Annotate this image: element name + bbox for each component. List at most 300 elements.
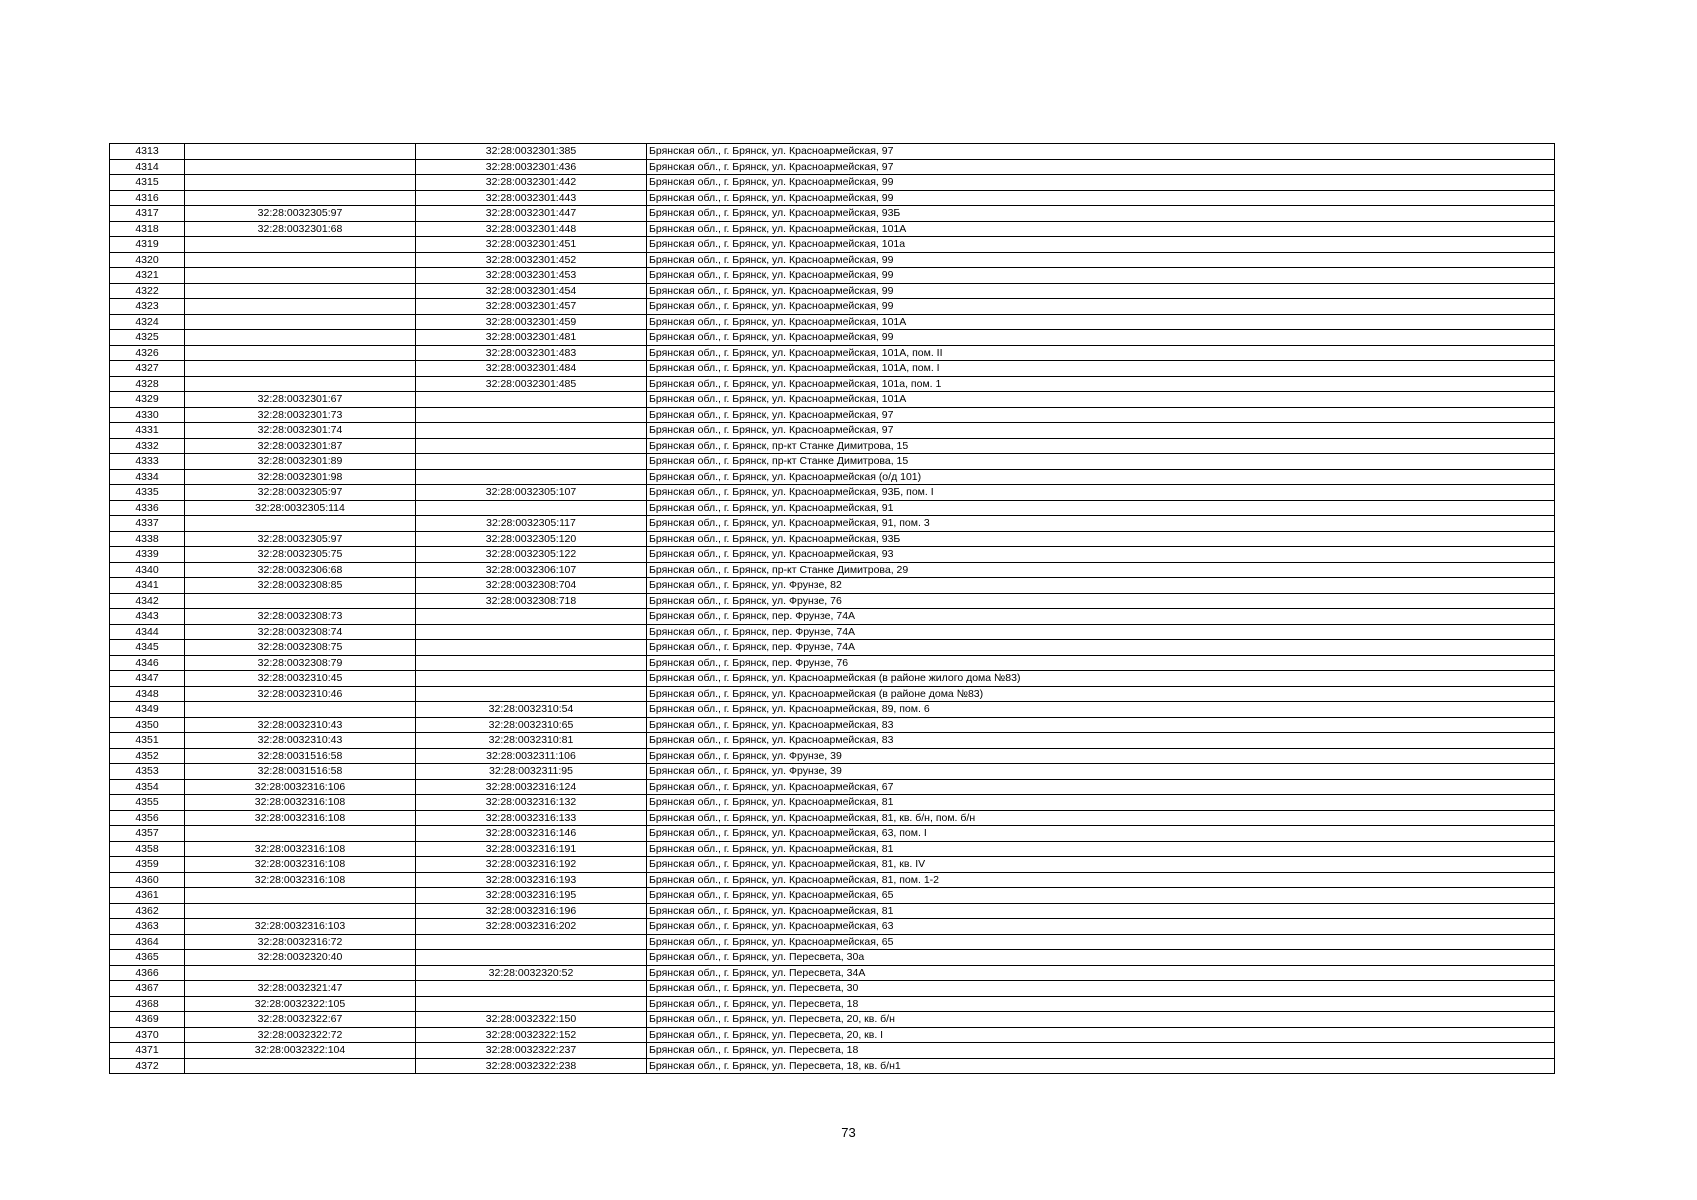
object-cadastral-number-cell bbox=[416, 469, 647, 485]
row-number-cell: 4363 bbox=[110, 919, 185, 935]
table-row bbox=[110, 283, 1555, 299]
land-cadastral-number-cell: 32:28:0032316:108 bbox=[185, 857, 416, 873]
land-cadastral-number-cell bbox=[185, 593, 416, 609]
object-cadastral-number-cell: 32:28:0032301:457 bbox=[416, 299, 647, 315]
row-number-cell: 4352 bbox=[110, 748, 185, 764]
table-row bbox=[110, 252, 1555, 268]
row-number-cell: 4340 bbox=[110, 562, 185, 578]
land-cadastral-number-cell: 32:28:0032321:47 bbox=[185, 981, 416, 997]
object-cadastral-number-cell bbox=[416, 950, 647, 966]
address-cell: Брянская обл., г. Брянск, ул. Пересвета, 18, кв. б/н1 bbox=[647, 1058, 1555, 1074]
address-cell: Брянская обл., г. Брянск, ул. Красноармейская, 81 bbox=[647, 903, 1555, 919]
address-cell: Брянская обл., г. Брянск, ул. Фрунзе, 39 bbox=[647, 764, 1555, 780]
row-number-cell: 4342 bbox=[110, 593, 185, 609]
object-cadastral-number-cell: 32:28:0032305:107 bbox=[416, 485, 647, 501]
table-row bbox=[110, 810, 1555, 826]
address-cell: Брянская обл., г. Брянск, ул. Красноармейская, 97 bbox=[647, 423, 1555, 439]
address-cell: Брянская обл., г. Брянск, ул. Красноармейская, 101а, пом. 1 bbox=[647, 376, 1555, 392]
address-cell: Брянская обл., г. Брянск, ул. Красноармейская, 99 bbox=[647, 299, 1555, 315]
row-number-cell: 4350 bbox=[110, 717, 185, 733]
table-row bbox=[110, 345, 1555, 361]
address-cell: Брянская обл., г. Брянск, ул. Красноармейская, 91 bbox=[647, 500, 1555, 516]
row-number-cell: 4327 bbox=[110, 361, 185, 377]
table-row bbox=[110, 981, 1555, 997]
address-cell: Брянская обл., г. Брянск, ул. Красноармейская, 101А, пом. I bbox=[647, 361, 1555, 377]
address-cell: Брянская обл., г. Брянск, ул. Красноармейская, 81 bbox=[647, 841, 1555, 857]
table-row bbox=[110, 733, 1555, 749]
object-cadastral-number-cell: 32:28:0032322:152 bbox=[416, 1027, 647, 1043]
land-cadastral-number-cell: 32:28:0032316:108 bbox=[185, 872, 416, 888]
table-row bbox=[110, 903, 1555, 919]
object-cadastral-number-cell: 32:28:0032316:132 bbox=[416, 795, 647, 811]
land-cadastral-number-cell bbox=[185, 283, 416, 299]
address-cell: Брянская обл., г. Брянск, ул. Красноармейская, 65 bbox=[647, 888, 1555, 904]
address-cell: Брянская обл., г. Брянск, ул. Красноармейская, 97 bbox=[647, 159, 1555, 175]
table-row bbox=[110, 593, 1555, 609]
address-cell: Брянская обл., г. Брянск, ул. Красноармейская, 101А bbox=[647, 221, 1555, 237]
land-cadastral-number-cell bbox=[185, 159, 416, 175]
address-cell: Брянская обл., г. Брянск, ул. Красноармейская, 101а bbox=[647, 237, 1555, 253]
object-cadastral-number-cell bbox=[416, 407, 647, 423]
row-number-cell: 4330 bbox=[110, 407, 185, 423]
table-row bbox=[110, 872, 1555, 888]
table-row bbox=[110, 686, 1555, 702]
row-number-cell: 4318 bbox=[110, 221, 185, 237]
land-cadastral-number-cell bbox=[185, 268, 416, 284]
address-cell: Брянская обл., г. Брянск, ул. Красноармейская, 93 bbox=[647, 547, 1555, 563]
object-cadastral-number-cell: 32:28:0032322:150 bbox=[416, 1012, 647, 1028]
table-row bbox=[110, 237, 1555, 253]
object-cadastral-number-cell bbox=[416, 392, 647, 408]
object-cadastral-number-cell: 32:28:0032301:385 bbox=[416, 144, 647, 160]
table-row bbox=[110, 609, 1555, 625]
table-row bbox=[110, 454, 1555, 470]
address-cell: Брянская обл., г. Брянск, ул. Красноармейская, 81 bbox=[647, 795, 1555, 811]
land-cadastral-number-cell: 32:28:0032301:89 bbox=[185, 454, 416, 470]
land-cadastral-number-cell: 32:28:0032310:43 bbox=[185, 717, 416, 733]
object-cadastral-number-cell bbox=[416, 454, 647, 470]
object-cadastral-number-cell bbox=[416, 640, 647, 656]
land-cadastral-number-cell: 32:28:0032316:103 bbox=[185, 919, 416, 935]
table-row bbox=[110, 469, 1555, 485]
land-cadastral-number-cell: 32:28:0032301:73 bbox=[185, 407, 416, 423]
row-number-cell: 4357 bbox=[110, 826, 185, 842]
object-cadastral-number-cell: 32:28:0032322:238 bbox=[416, 1058, 647, 1074]
row-number-cell: 4367 bbox=[110, 981, 185, 997]
object-cadastral-number-cell: 32:28:0032301:452 bbox=[416, 252, 647, 268]
table-row bbox=[110, 950, 1555, 966]
object-cadastral-number-cell: 32:28:0032301:451 bbox=[416, 237, 647, 253]
address-cell: Брянская обл., г. Брянск, пер. Фрунзе, 74А bbox=[647, 640, 1555, 656]
address-cell: Брянская обл., г. Брянск, ул. Пересвета, 18 bbox=[647, 1043, 1555, 1059]
object-cadastral-number-cell bbox=[416, 686, 647, 702]
land-cadastral-number-cell: 32:28:0032301:98 bbox=[185, 469, 416, 485]
table-row bbox=[110, 934, 1555, 950]
address-cell: Брянская обл., г. Брянск, ул. Красноармейская, 101А bbox=[647, 392, 1555, 408]
table-row bbox=[110, 361, 1555, 377]
object-cadastral-number-cell: 32:28:0032306:107 bbox=[416, 562, 647, 578]
row-number-cell: 4331 bbox=[110, 423, 185, 439]
land-cadastral-number-cell: 32:28:0032316:106 bbox=[185, 779, 416, 795]
address-cell: Брянская обл., г. Брянск, ул. Фрунзе, 82 bbox=[647, 578, 1555, 594]
address-cell: Брянская обл., г. Брянск, ул. Красноармейская, 63, пом. I bbox=[647, 826, 1555, 842]
object-cadastral-number-cell: 32:28:0032316:193 bbox=[416, 872, 647, 888]
address-cell: Брянская обл., г. Брянск, ул. Красноармейская, 99 bbox=[647, 252, 1555, 268]
object-cadastral-number-cell: 32:28:0032301:448 bbox=[416, 221, 647, 237]
land-cadastral-number-cell bbox=[185, 175, 416, 191]
address-cell: Брянская обл., г. Брянск, ул. Красноармейская, 65 bbox=[647, 934, 1555, 950]
row-number-cell: 4370 bbox=[110, 1027, 185, 1043]
land-cadastral-number-cell bbox=[185, 702, 416, 718]
land-cadastral-number-cell: 32:28:0032301:74 bbox=[185, 423, 416, 439]
land-cadastral-number-cell bbox=[185, 888, 416, 904]
row-number-cell: 4371 bbox=[110, 1043, 185, 1059]
object-cadastral-number-cell bbox=[416, 981, 647, 997]
land-cadastral-number-cell: 32:28:0032308:74 bbox=[185, 624, 416, 640]
address-cell: Брянская обл., г. Брянск, ул. Красноармейская, 99 bbox=[647, 330, 1555, 346]
row-number-cell: 4348 bbox=[110, 686, 185, 702]
row-number-cell: 4313 bbox=[110, 144, 185, 160]
row-number-cell: 4333 bbox=[110, 454, 185, 470]
row-number-cell: 4361 bbox=[110, 888, 185, 904]
land-cadastral-number-cell: 32:28:0032301:67 bbox=[185, 392, 416, 408]
table-row bbox=[110, 996, 1555, 1012]
address-cell: Брянская обл., г. Брянск, ул. Пересвета, 30 bbox=[647, 981, 1555, 997]
object-cadastral-number-cell: 32:28:0032316:192 bbox=[416, 857, 647, 873]
object-cadastral-number-cell: 32:28:0032301:481 bbox=[416, 330, 647, 346]
row-number-cell: 4368 bbox=[110, 996, 185, 1012]
address-cell: Брянская обл., г. Брянск, ул. Красноармейская, 97 bbox=[647, 407, 1555, 423]
address-cell: Брянская обл., г. Брянск, ул. Красноармейская, 83 bbox=[647, 717, 1555, 733]
address-cell: Брянская обл., г. Брянск, ул. Красноармейская, 99 bbox=[647, 175, 1555, 191]
address-cell: Брянская обл., г. Брянск, ул. Пересвета, 30а bbox=[647, 950, 1555, 966]
row-number-cell: 4349 bbox=[110, 702, 185, 718]
address-cell: Брянская обл., г. Брянск, пер. Фрунзе, 76 bbox=[647, 655, 1555, 671]
address-cell: Брянская обл., г. Брянск, ул. Красноармейская, 67 bbox=[647, 779, 1555, 795]
row-number-cell: 4316 bbox=[110, 190, 185, 206]
table-row bbox=[110, 671, 1555, 687]
row-number-cell: 4321 bbox=[110, 268, 185, 284]
row-number-cell: 4355 bbox=[110, 795, 185, 811]
land-cadastral-number-cell: 32:28:0032316:108 bbox=[185, 841, 416, 857]
row-number-cell: 4344 bbox=[110, 624, 185, 640]
land-cadastral-number-cell bbox=[185, 516, 416, 532]
row-number-cell: 4341 bbox=[110, 578, 185, 594]
object-cadastral-number-cell: 32:28:0032305:117 bbox=[416, 516, 647, 532]
land-cadastral-number-cell bbox=[185, 826, 416, 842]
land-cadastral-number-cell: 32:28:0032305:97 bbox=[185, 531, 416, 547]
land-cadastral-number-cell bbox=[185, 144, 416, 160]
object-cadastral-number-cell: 32:28:0032311:106 bbox=[416, 748, 647, 764]
object-cadastral-number-cell: 32:28:0032322:237 bbox=[416, 1043, 647, 1059]
object-cadastral-number-cell: 32:28:0032305:120 bbox=[416, 531, 647, 547]
address-cell: Брянская обл., г. Брянск, ул. Красноармейская, 89, пом. 6 bbox=[647, 702, 1555, 718]
object-cadastral-number-cell: 32:28:0032301:436 bbox=[416, 159, 647, 175]
object-cadastral-number-cell: 32:28:0032301:484 bbox=[416, 361, 647, 377]
land-cadastral-number-cell: 32:28:0032322:104 bbox=[185, 1043, 416, 1059]
object-cadastral-number-cell: 32:28:0032301:483 bbox=[416, 345, 647, 361]
table-row bbox=[110, 624, 1555, 640]
object-cadastral-number-cell: 32:28:0032301:453 bbox=[416, 268, 647, 284]
table-row bbox=[110, 206, 1555, 222]
object-cadastral-number-cell: 32:28:0032316:196 bbox=[416, 903, 647, 919]
land-cadastral-number-cell: 32:28:0032322:72 bbox=[185, 1027, 416, 1043]
land-cadastral-number-cell: 32:28:0032322:105 bbox=[185, 996, 416, 1012]
row-number-cell: 4324 bbox=[110, 314, 185, 330]
table-row bbox=[110, 392, 1555, 408]
table-row bbox=[110, 438, 1555, 454]
land-cadastral-number-cell: 32:28:0032308:85 bbox=[185, 578, 416, 594]
address-cell: Брянская обл., г. Брянск, ул. Красноармейская, 81, кв. IV bbox=[647, 857, 1555, 873]
land-cadastral-number-cell: 32:28:0032316:72 bbox=[185, 934, 416, 950]
address-cell: Брянская обл., г. Брянск, пер. Фрунзе, 74А bbox=[647, 609, 1555, 625]
table-row bbox=[110, 919, 1555, 935]
table-row bbox=[110, 221, 1555, 237]
land-cadastral-number-cell bbox=[185, 965, 416, 981]
object-cadastral-number-cell: 32:28:0032316:202 bbox=[416, 919, 647, 935]
land-cadastral-number-cell bbox=[185, 361, 416, 377]
row-number-cell: 4358 bbox=[110, 841, 185, 857]
address-cell: Брянская обл., г. Брянск, пр-кт Станке Димитрова, 15 bbox=[647, 438, 1555, 454]
land-cadastral-number-cell bbox=[185, 903, 416, 919]
land-cadastral-number-cell bbox=[185, 252, 416, 268]
row-number-cell: 4314 bbox=[110, 159, 185, 175]
table-row bbox=[110, 423, 1555, 439]
object-cadastral-number-cell: 32:28:0032301:447 bbox=[416, 206, 647, 222]
row-number-cell: 4354 bbox=[110, 779, 185, 795]
row-number-cell: 4360 bbox=[110, 872, 185, 888]
row-number-cell: 4335 bbox=[110, 485, 185, 501]
row-number-cell: 4359 bbox=[110, 857, 185, 873]
object-cadastral-number-cell: 32:28:0032301:459 bbox=[416, 314, 647, 330]
address-cell: Брянская обл., г. Брянск, ул. Красноармейская (в районе жилого дома №83) bbox=[647, 671, 1555, 687]
address-cell: Брянская обл., г. Брянск, ул. Пересвета, 18 bbox=[647, 996, 1555, 1012]
object-cadastral-number-cell: 32:28:0032310:54 bbox=[416, 702, 647, 718]
object-cadastral-number-cell: 32:28:0032316:191 bbox=[416, 841, 647, 857]
address-cell: Брянская обл., г. Брянск, ул. Красноармейская, 99 bbox=[647, 190, 1555, 206]
address-cell: Брянская обл., г. Брянск, ул. Красноармейская, 81, кв. б/н, пом. б/н bbox=[647, 810, 1555, 826]
land-cadastral-number-cell bbox=[185, 299, 416, 315]
row-number-cell: 4343 bbox=[110, 609, 185, 625]
land-cadastral-number-cell: 32:28:0032305:75 bbox=[185, 547, 416, 563]
land-cadastral-number-cell: 32:28:0031516:58 bbox=[185, 764, 416, 780]
address-cell: Брянская обл., г. Брянск, ул. Красноармейская (в районе дома №83) bbox=[647, 686, 1555, 702]
table-row bbox=[110, 764, 1555, 780]
object-cadastral-number-cell bbox=[416, 438, 647, 454]
row-number-cell: 4369 bbox=[110, 1012, 185, 1028]
row-number-cell: 4315 bbox=[110, 175, 185, 191]
land-cadastral-number-cell: 32:28:0032322:67 bbox=[185, 1012, 416, 1028]
land-cadastral-number-cell: 32:28:0032316:108 bbox=[185, 795, 416, 811]
row-number-cell: 4329 bbox=[110, 392, 185, 408]
address-cell: Брянская обл., г. Брянск, ул. Красноармейская, 101А bbox=[647, 314, 1555, 330]
object-cadastral-number-cell: 32:28:0032310:81 bbox=[416, 733, 647, 749]
row-number-cell: 4337 bbox=[110, 516, 185, 532]
address-cell: Брянская обл., г. Брянск, ул. Красноармейская (о/д 101) bbox=[647, 469, 1555, 485]
registry-table-body bbox=[110, 144, 1555, 1074]
row-number-cell: 4365 bbox=[110, 950, 185, 966]
address-cell: Брянская обл., г. Брянск, ул. Красноармейская, 81, пом. 1-2 bbox=[647, 872, 1555, 888]
object-cadastral-number-cell bbox=[416, 624, 647, 640]
row-number-cell: 4325 bbox=[110, 330, 185, 346]
address-cell: Брянская обл., г. Брянск, пр-кт Станке Димитрова, 29 bbox=[647, 562, 1555, 578]
row-number-cell: 4366 bbox=[110, 965, 185, 981]
table-row bbox=[110, 717, 1555, 733]
table-row bbox=[110, 299, 1555, 315]
table-row bbox=[110, 779, 1555, 795]
land-cadastral-number-cell: 32:28:0032310:43 bbox=[185, 733, 416, 749]
land-cadastral-number-cell: 32:28:0032305:97 bbox=[185, 485, 416, 501]
table-row bbox=[110, 531, 1555, 547]
table-row bbox=[110, 857, 1555, 873]
address-cell: Брянская обл., г. Брянск, ул. Фрунзе, 39 bbox=[647, 748, 1555, 764]
table-row bbox=[110, 407, 1555, 423]
cadastral-registry-table bbox=[109, 143, 1555, 1074]
land-cadastral-number-cell: 32:28:0032310:46 bbox=[185, 686, 416, 702]
land-cadastral-number-cell: 32:28:0032316:108 bbox=[185, 810, 416, 826]
object-cadastral-number-cell: 32:28:0032316:146 bbox=[416, 826, 647, 842]
table-row bbox=[110, 144, 1555, 160]
table-row bbox=[110, 159, 1555, 175]
land-cadastral-number-cell: 32:28:0031516:58 bbox=[185, 748, 416, 764]
row-number-cell: 4322 bbox=[110, 283, 185, 299]
table-row bbox=[110, 888, 1555, 904]
object-cadastral-number-cell: 32:28:0032308:718 bbox=[416, 593, 647, 609]
row-number-cell: 4320 bbox=[110, 252, 185, 268]
address-cell: Брянская обл., г. Брянск, ул. Красноармейская, 93Б bbox=[647, 531, 1555, 547]
table-row bbox=[110, 1043, 1555, 1059]
row-number-cell: 4364 bbox=[110, 934, 185, 950]
object-cadastral-number-cell bbox=[416, 934, 647, 950]
land-cadastral-number-cell bbox=[185, 1058, 416, 1074]
row-number-cell: 4319 bbox=[110, 237, 185, 253]
row-number-cell: 4351 bbox=[110, 733, 185, 749]
row-number-cell: 4328 bbox=[110, 376, 185, 392]
row-number-cell: 4323 bbox=[110, 299, 185, 315]
table-row bbox=[110, 655, 1555, 671]
object-cadastral-number-cell: 32:28:0032316:124 bbox=[416, 779, 647, 795]
table-row bbox=[110, 702, 1555, 718]
row-number-cell: 4353 bbox=[110, 764, 185, 780]
address-cell: Брянская обл., г. Брянск, ул. Красноармейская, 97 bbox=[647, 144, 1555, 160]
address-cell: Брянская обл., г. Брянск, ул. Красноармейская, 101А, пом. II bbox=[647, 345, 1555, 361]
land-cadastral-number-cell: 32:28:0032305:97 bbox=[185, 206, 416, 222]
land-cadastral-number-cell bbox=[185, 190, 416, 206]
table-row bbox=[110, 500, 1555, 516]
table-row bbox=[110, 314, 1555, 330]
row-number-cell: 4356 bbox=[110, 810, 185, 826]
page-number: 73 bbox=[841, 1125, 856, 1140]
address-cell: Брянская обл., г. Брянск, ул. Красноармейская, 99 bbox=[647, 283, 1555, 299]
land-cadastral-number-cell bbox=[185, 237, 416, 253]
table-row bbox=[110, 1027, 1555, 1043]
object-cadastral-number-cell bbox=[416, 423, 647, 439]
row-number-cell: 4336 bbox=[110, 500, 185, 516]
object-cadastral-number-cell bbox=[416, 996, 647, 1012]
table-row bbox=[110, 965, 1555, 981]
row-number-cell: 4334 bbox=[110, 469, 185, 485]
row-number-cell: 4346 bbox=[110, 655, 185, 671]
object-cadastral-number-cell: 32:28:0032301:442 bbox=[416, 175, 647, 191]
table-row bbox=[110, 1058, 1555, 1074]
row-number-cell: 4338 bbox=[110, 531, 185, 547]
address-cell: Брянская обл., г. Брянск, пер. Фрунзе, 74А bbox=[647, 624, 1555, 640]
table-row bbox=[110, 268, 1555, 284]
row-number-cell: 4372 bbox=[110, 1058, 185, 1074]
address-cell: Брянская обл., г. Брянск, ул. Пересвета, 34А bbox=[647, 965, 1555, 981]
address-cell: Брянская обл., г. Брянск, ул. Красноармейская, 91, пом. 3 bbox=[647, 516, 1555, 532]
land-cadastral-number-cell: 32:28:0032308:73 bbox=[185, 609, 416, 625]
table-row bbox=[110, 547, 1555, 563]
land-cadastral-number-cell: 32:28:0032308:75 bbox=[185, 640, 416, 656]
object-cadastral-number-cell bbox=[416, 671, 647, 687]
table-row bbox=[110, 578, 1555, 594]
land-cadastral-number-cell: 32:28:0032308:79 bbox=[185, 655, 416, 671]
address-cell: Брянская обл., г. Брянск, ул. Красноармейская, 63 bbox=[647, 919, 1555, 935]
land-cadastral-number-cell: 32:28:0032306:68 bbox=[185, 562, 416, 578]
table-row bbox=[110, 485, 1555, 501]
row-number-cell: 4339 bbox=[110, 547, 185, 563]
land-cadastral-number-cell: 32:28:0032310:45 bbox=[185, 671, 416, 687]
row-number-cell: 4332 bbox=[110, 438, 185, 454]
land-cadastral-number-cell: 32:28:0032301:68 bbox=[185, 221, 416, 237]
table-row bbox=[110, 1012, 1555, 1028]
object-cadastral-number-cell: 32:28:0032305:122 bbox=[416, 547, 647, 563]
object-cadastral-number-cell: 32:28:0032301:454 bbox=[416, 283, 647, 299]
land-cadastral-number-cell bbox=[185, 345, 416, 361]
table-row bbox=[110, 175, 1555, 191]
table-row bbox=[110, 640, 1555, 656]
address-cell: Брянская обл., г. Брянск, ул. Пересвета, 20, кв. I bbox=[647, 1027, 1555, 1043]
address-cell: Брянская обл., г. Брянск, ул. Красноармейская, 83 bbox=[647, 733, 1555, 749]
object-cadastral-number-cell bbox=[416, 500, 647, 516]
object-cadastral-number-cell: 32:28:0032301:443 bbox=[416, 190, 647, 206]
table-row bbox=[110, 748, 1555, 764]
row-number-cell: 4345 bbox=[110, 640, 185, 656]
object-cadastral-number-cell bbox=[416, 655, 647, 671]
table-row bbox=[110, 190, 1555, 206]
table-row bbox=[110, 841, 1555, 857]
object-cadastral-number-cell: 32:28:0032310:65 bbox=[416, 717, 647, 733]
object-cadastral-number-cell: 32:28:0032316:195 bbox=[416, 888, 647, 904]
row-number-cell: 4347 bbox=[110, 671, 185, 687]
address-cell: Брянская обл., г. Брянск, ул. Красноармейская, 93Б, пом. I bbox=[647, 485, 1555, 501]
object-cadastral-number-cell bbox=[416, 609, 647, 625]
address-cell: Брянская обл., г. Брянск, пр-кт Станке Димитрова, 15 bbox=[647, 454, 1555, 470]
address-cell: Брянская обл., г. Брянск, ул. Фрунзе, 76 bbox=[647, 593, 1555, 609]
land-cadastral-number-cell: 32:28:0032320:40 bbox=[185, 950, 416, 966]
object-cadastral-number-cell: 32:28:0032308:704 bbox=[416, 578, 647, 594]
object-cadastral-number-cell: 32:28:0032316:133 bbox=[416, 810, 647, 826]
object-cadastral-number-cell: 32:28:0032311:95 bbox=[416, 764, 647, 780]
table-row bbox=[110, 826, 1555, 842]
address-cell: Брянская обл., г. Брянск, ул. Красноармейская, 93Б bbox=[647, 206, 1555, 222]
land-cadastral-number-cell: 32:28:0032305:114 bbox=[185, 500, 416, 516]
row-number-cell: 4326 bbox=[110, 345, 185, 361]
land-cadastral-number-cell bbox=[185, 376, 416, 392]
table-row bbox=[110, 376, 1555, 392]
address-cell: Брянская обл., г. Брянск, ул. Пересвета, 20, кв. б/н bbox=[647, 1012, 1555, 1028]
table-row bbox=[110, 562, 1555, 578]
row-number-cell: 4317 bbox=[110, 206, 185, 222]
land-cadastral-number-cell bbox=[185, 330, 416, 346]
table-row bbox=[110, 795, 1555, 811]
land-cadastral-number-cell bbox=[185, 314, 416, 330]
table-row bbox=[110, 330, 1555, 346]
row-number-cell: 4362 bbox=[110, 903, 185, 919]
object-cadastral-number-cell: 32:28:0032301:485 bbox=[416, 376, 647, 392]
table-row bbox=[110, 516, 1555, 532]
